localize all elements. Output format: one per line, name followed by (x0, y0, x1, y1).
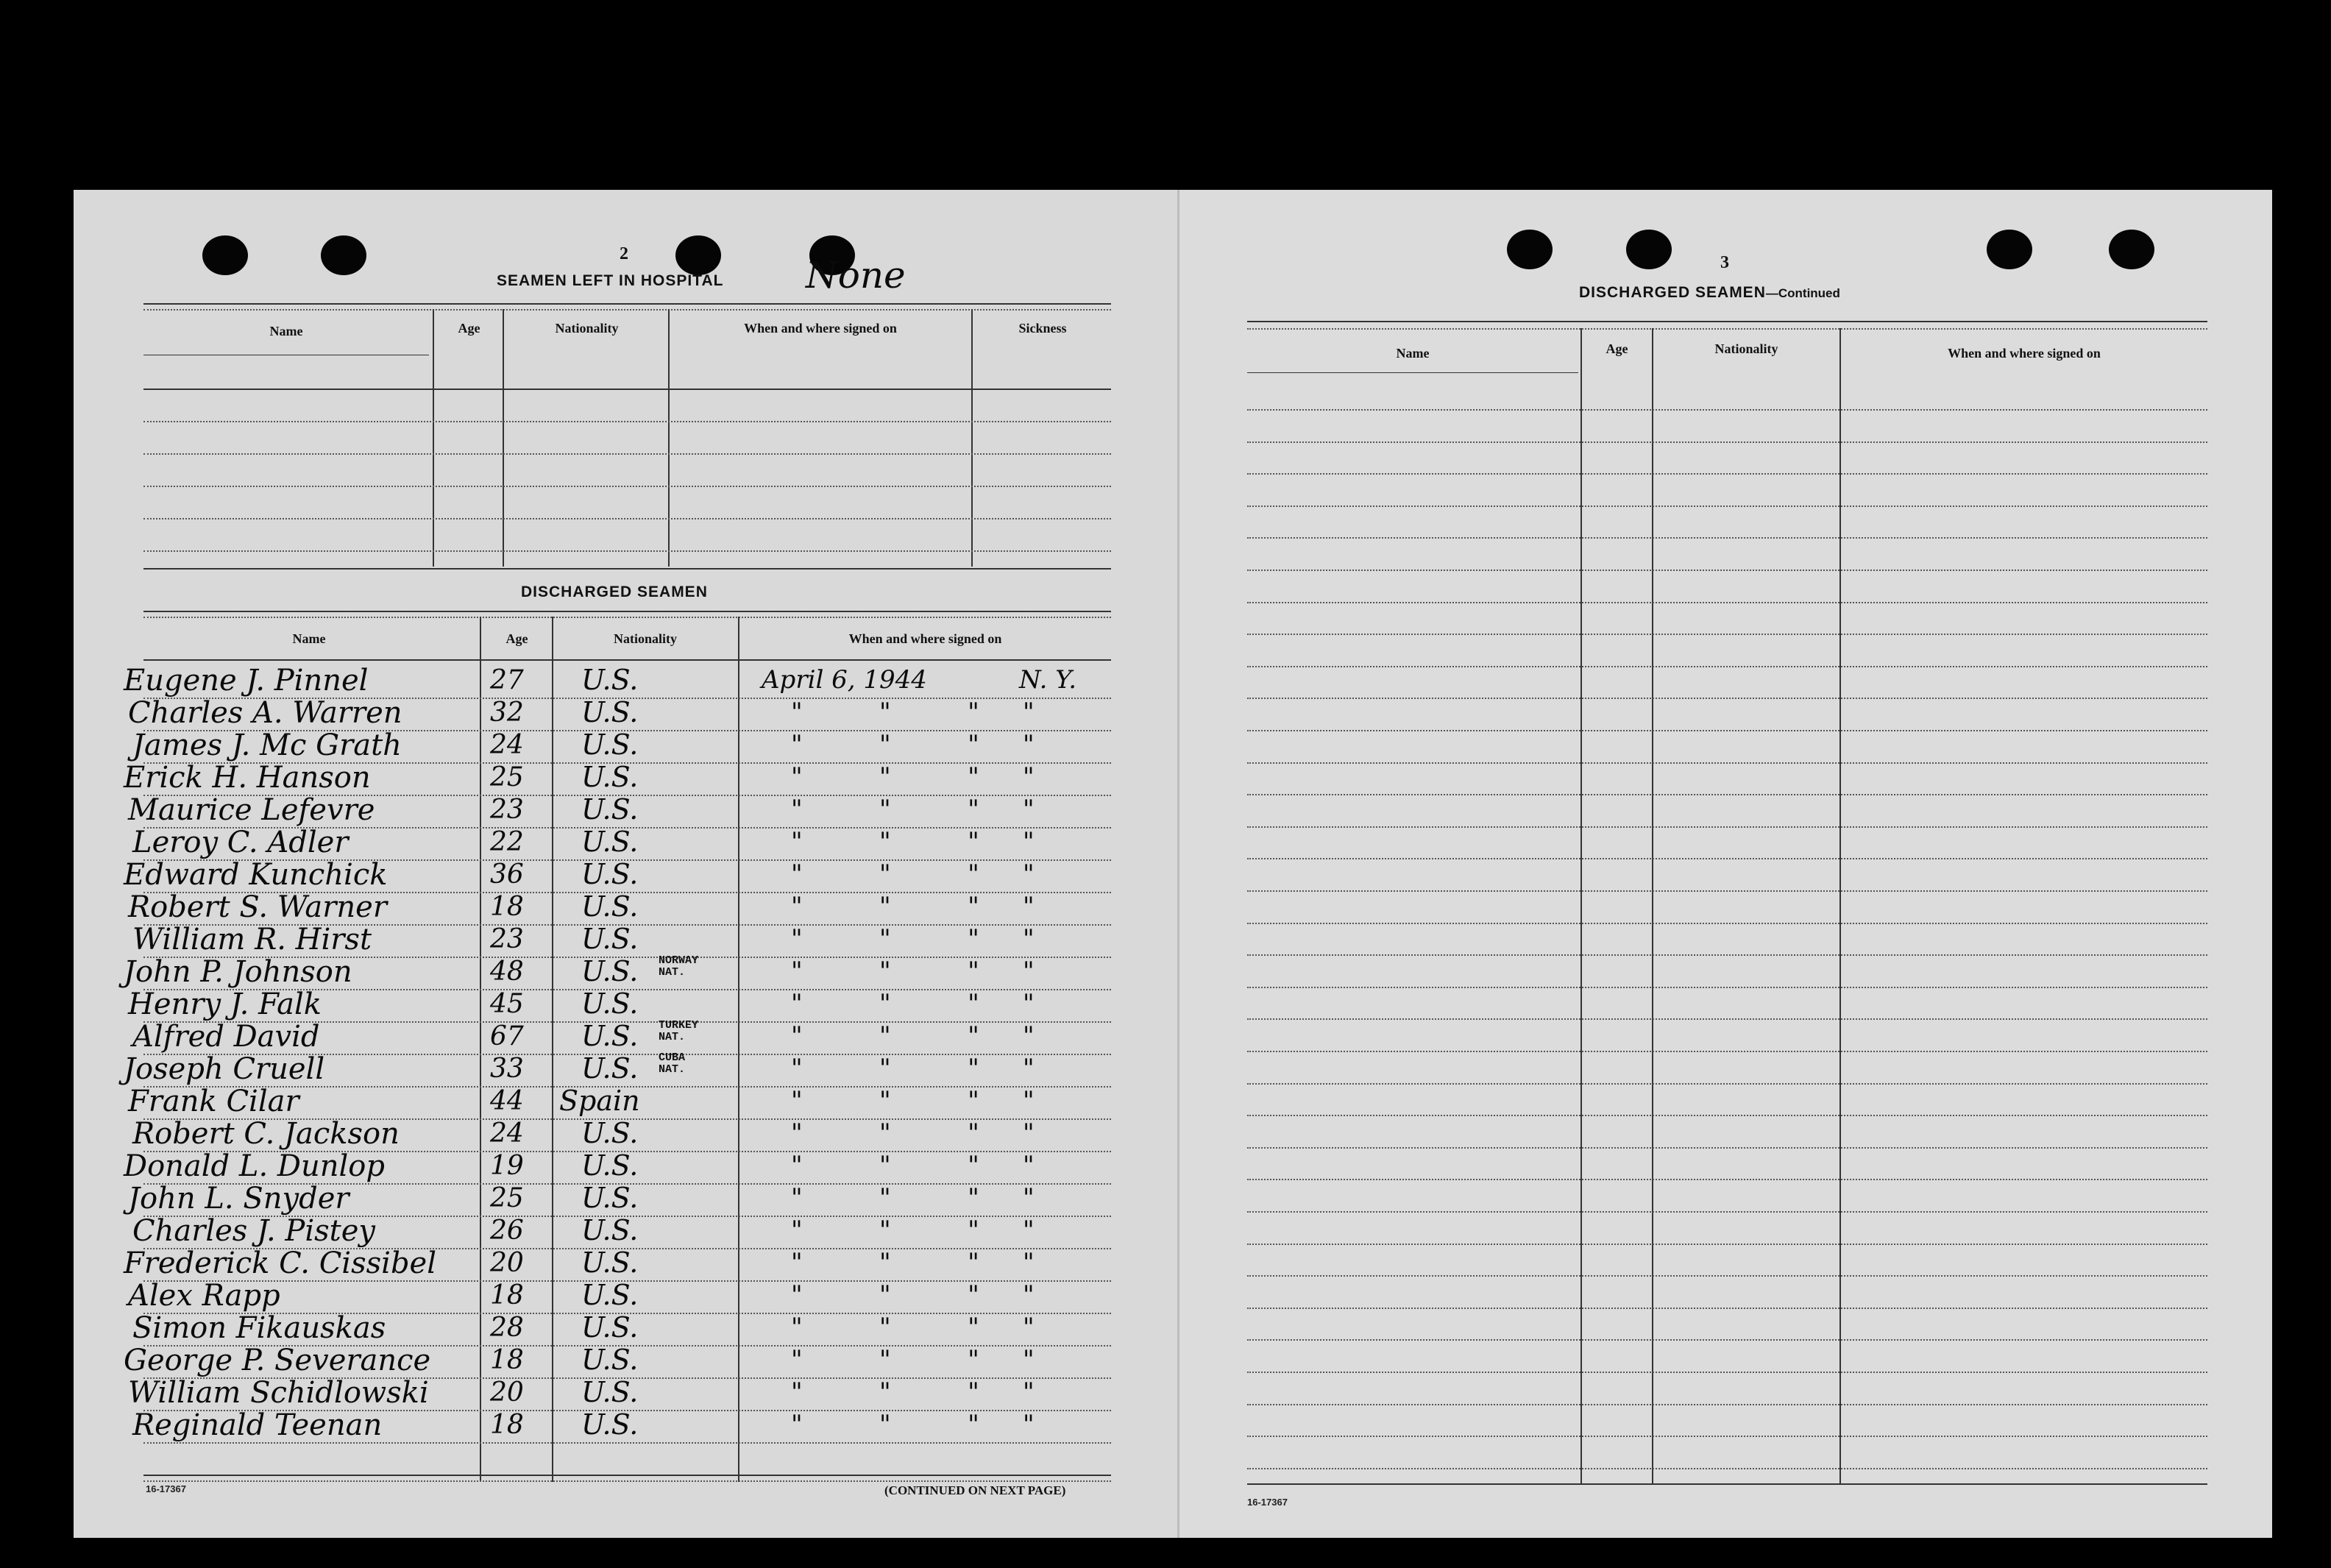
binder-hole (675, 235, 721, 275)
hospital-note: None (806, 254, 906, 297)
signed-on-place: " (1023, 1086, 1035, 1115)
right-row-rule (1247, 1244, 2207, 1245)
signed-on-place: " (1023, 989, 1035, 1018)
seaman-age: 32 (490, 698, 524, 728)
seaman-age: 26 (490, 1216, 524, 1246)
seaman-nationality: U.S. (581, 1020, 639, 1052)
hospital-title: SEAMEN LEFT IN HOSPITAL (497, 272, 724, 289)
hospital-col-age: Age (458, 321, 480, 336)
seaman-nationality: U.S. (581, 923, 639, 955)
seaman-age: 45 (490, 989, 524, 1019)
discharged-col-name: Name (292, 631, 326, 646)
right-row-rule (1247, 1147, 2207, 1149)
nationality-note: CUBA NAT. (659, 1051, 686, 1076)
right-row-rule (1247, 1468, 2207, 1469)
seaman-name: Robert S. Warner (128, 890, 387, 924)
signed-on-place: " (1023, 1216, 1035, 1245)
discharged-table-bottom-2 (143, 1480, 1111, 1482)
seaman-nationality: U.S. (581, 826, 639, 858)
right-col-signed-on: When and where signed on (1948, 346, 2101, 361)
signed-on-date-ditto: " " " (791, 1345, 993, 1374)
right-row-rule (1247, 826, 2207, 828)
signed-on-date-ditto: " " " (791, 859, 993, 889)
discharged-col-divider (738, 617, 739, 1482)
hospital-col-divider (503, 309, 504, 567)
signed-on-place: " (1023, 762, 1035, 792)
seaman-name: Frederick C. Cissibel (124, 1246, 437, 1280)
right-row-rule (1247, 698, 2207, 699)
right-row-rule (1247, 1339, 2207, 1341)
seaman-name: James J. Mc Grath (132, 728, 402, 762)
signed-on-date-ditto: " " " (791, 1410, 993, 1439)
right-row-rule (1247, 1436, 2207, 1437)
right-row-rule (1247, 987, 2207, 988)
seaman-name: Robert C. Jackson (132, 1117, 400, 1151)
signed-on-place: " (1023, 827, 1035, 856)
signed-on-place: " (1023, 957, 1035, 986)
signed-on-date-ditto: " " " (791, 989, 993, 1018)
right-title (1579, 284, 1840, 302)
discharged-col-signed-on: When and where signed on (848, 631, 1002, 646)
seaman-age: 25 (490, 1183, 524, 1213)
seaman-age: 48 (490, 957, 524, 987)
seaman-name: Henry J. Falk (128, 987, 322, 1021)
nationality-note: NORWAY NAT. (659, 954, 699, 979)
seaman-nationality: U.S. (581, 1246, 639, 1279)
hospital-row-rule (143, 421, 1111, 422)
right-col-age: Age (1606, 341, 1628, 356)
seaman-age: 23 (490, 924, 524, 954)
hospital-col-divider (433, 309, 434, 567)
signed-on-date-ditto: " " " (791, 1216, 993, 1245)
right-table-top-rule (1247, 321, 2207, 322)
signed-on-date-ditto: " " " (791, 1377, 993, 1407)
hospital-table-top-rule (143, 303, 1111, 305)
seaman-nationality: U.S. (581, 1149, 639, 1182)
right-table-bottom (1247, 1483, 2207, 1485)
discharged-col-divider (480, 617, 481, 1482)
seaman-nationality: U.S. (581, 1279, 639, 1311)
signed-on-date-ditto: " " " (791, 892, 993, 921)
seaman-name: John P. Johnson (124, 955, 352, 989)
signed-on-place: " (1023, 1151, 1035, 1180)
right-row-rule (1247, 1372, 2207, 1373)
signed-on-date-ditto: " " " (791, 1280, 993, 1310)
seaman-name: Maurice Lefevre (128, 793, 375, 827)
signed-on-date-ditto: " " " (791, 795, 993, 824)
signed-on-place: " (1023, 1021, 1035, 1051)
right-row-rule (1247, 923, 2207, 924)
signed-on-place: " (1023, 730, 1035, 759)
right-row-rule (1247, 505, 2207, 507)
seaman-name: Leroy C. Adler (132, 826, 349, 859)
seaman-nationality: U.S. (581, 761, 639, 793)
page-fold (1177, 190, 1179, 1538)
right-row-rule (1247, 1115, 2207, 1116)
signed-on-date-ditto: " " " (791, 762, 993, 792)
signed-on-place: " (1023, 859, 1035, 889)
seaman-nationality: Spain (559, 1085, 640, 1117)
discharged-table-top-rule-2 (143, 617, 1111, 618)
right-title-main: DISCHARGED SEAMEN (1579, 284, 1766, 301)
seaman-name: Frank Cilar (128, 1085, 299, 1118)
seaman-nationality: U.S. (581, 1344, 639, 1376)
binder-hole (321, 235, 366, 275)
seaman-age: 33 (490, 1054, 524, 1084)
seaman-name: Alex Rapp (128, 1279, 280, 1313)
signed-on-place: " (1023, 924, 1035, 954)
right-row-rule (1247, 602, 2207, 603)
seaman-age: 67 (490, 1021, 524, 1051)
right-row-rule (1247, 570, 2207, 571)
signed-on-place: " (1023, 1183, 1035, 1213)
binder-hole (202, 235, 248, 275)
hospital-row-rule (143, 486, 1111, 487)
right-row-rule (1247, 441, 2207, 443)
signed-on-place: " (1023, 1313, 1035, 1342)
right-row-rule (1247, 890, 2207, 892)
seaman-nationality: U.S. (581, 696, 639, 728)
signed-on-date-ditto: " " " (791, 957, 993, 986)
signed-on-place: " (1023, 698, 1035, 727)
seaman-nationality: U.S. (581, 1214, 639, 1246)
seaman-nationality: U.S. (581, 793, 639, 826)
hospital-table-top-rule-2 (143, 309, 1111, 311)
right-row-rule (1247, 954, 2207, 956)
seaman-name: William R. Hirst (132, 923, 372, 957)
seaman-age: 24 (490, 1118, 524, 1149)
seaman-age: 25 (490, 762, 524, 792)
right-col-divider (1839, 328, 1841, 1483)
signed-on-date-ditto: " " " (791, 1054, 993, 1083)
right-col-name: Name (1396, 346, 1430, 361)
seaman-name: George P. Severance (124, 1344, 431, 1377)
right-row-rule (1247, 473, 2207, 475)
seaman-age: 20 (490, 1377, 524, 1408)
seaman-nationality: U.S. (581, 1117, 639, 1149)
form-number-right: 16-17367 (1247, 1497, 1288, 1508)
signed-on-date: April 6, 1944 (762, 665, 927, 695)
seaman-name: Charles A. Warren (128, 696, 402, 730)
signed-on-date-ditto: " " " (791, 1118, 993, 1148)
seaman-name: William Schidlowski (128, 1376, 429, 1410)
right-title-suffix: —Continued (1765, 286, 1840, 300)
right-row-rule (1247, 730, 2207, 731)
right-row-rule (1247, 537, 2207, 539)
seaman-nationality: U.S. (581, 987, 639, 1020)
seaman-age: 18 (490, 1410, 524, 1440)
seaman-age: 36 (490, 859, 524, 890)
seaman-age: 19 (490, 1151, 524, 1181)
seaman-nationality: U.S. (581, 1376, 639, 1408)
signed-on-date-ditto: " " " (791, 1313, 993, 1342)
right-row-rule (1247, 794, 2207, 795)
hospital-col-name: Name (269, 324, 303, 338)
seaman-name: Erick H. Hanson (124, 761, 371, 795)
discharged-title: DISCHARGED SEAMEN (521, 583, 708, 600)
hospital-row-rule (143, 550, 1111, 552)
seaman-age: 27 (490, 665, 524, 695)
seaman-name: Alfred David (132, 1020, 320, 1054)
seaman-age: 20 (490, 1248, 524, 1278)
hospital-header-bottom (143, 389, 1111, 390)
right-col-divider (1652, 328, 1653, 1483)
page-number-right: 3 (1720, 253, 1729, 272)
right-row-rule (1247, 762, 2207, 764)
signed-on-place: " (1023, 1054, 1035, 1083)
signed-on-date-ditto: " " " (791, 827, 993, 856)
signed-on-date-ditto: " " " (791, 698, 993, 727)
discharged-col-age: Age (505, 631, 528, 646)
right-row-rule (1247, 858, 2207, 859)
signed-on-date-ditto: " " " (791, 1248, 993, 1277)
form-number: 16-17367 (146, 1483, 186, 1494)
signed-on-date-ditto: " " " (791, 924, 993, 954)
discharged-table-bottom (143, 1475, 1111, 1476)
right-row-rule (1247, 634, 2207, 635)
right-row-rule (1247, 1404, 2207, 1405)
signed-on-date-ditto: " " " (791, 1183, 993, 1213)
hospital-table-bottom (143, 568, 1111, 570)
seaman-name: Charles J. Pistey (132, 1214, 375, 1248)
binder-hole (1626, 230, 1672, 269)
signed-on-date-ditto: " " " (791, 1021, 993, 1051)
seaman-name: Joseph Cruell (124, 1052, 325, 1086)
signed-on-place: " (1023, 1118, 1035, 1148)
seaman-nationality: U.S. (581, 955, 639, 987)
right-row-rule (1247, 1211, 2207, 1213)
binder-hole (2109, 230, 2154, 269)
seaman-age: 18 (490, 1345, 524, 1375)
hospital-row-rule (143, 518, 1111, 519)
right-row-rule (1247, 1018, 2207, 1020)
right-name-underline (1247, 372, 1578, 373)
signed-on-date-ditto: " " " (791, 1086, 993, 1115)
signed-on-date-ditto: " " " (791, 730, 993, 759)
continued-label: (CONTINUED ON NEXT PAGE) (884, 1483, 1066, 1497)
right-row-rule (1247, 1179, 2207, 1180)
signed-on-place: " (1023, 1280, 1035, 1310)
signed-on-place: " (1023, 1410, 1035, 1439)
binder-hole (1987, 230, 2032, 269)
seaman-nationality: U.S. (581, 1408, 639, 1441)
discharged-table-top-rule (143, 611, 1111, 612)
seaman-nationality: U.S. (581, 664, 639, 696)
seaman-age: 23 (490, 795, 524, 825)
signed-on-place: " (1023, 1377, 1035, 1407)
hospital-col-nationality: Nationality (555, 321, 619, 336)
right-row-rule (1247, 1051, 2207, 1052)
seaman-nationality: U.S. (581, 858, 639, 890)
seaman-name: Donald L. Dunlop (124, 1149, 385, 1183)
seaman-age: 44 (490, 1086, 524, 1116)
seaman-name: Reginald Teenan (132, 1408, 383, 1442)
hospital-col-signed-on: When and where signed on (744, 321, 897, 336)
seaman-age: 18 (490, 892, 524, 922)
binder-hole (1507, 230, 1553, 269)
seaman-nationality: U.S. (581, 1182, 639, 1214)
seaman-name: Edward Kunchick (124, 858, 388, 892)
hospital-col-divider (971, 309, 973, 567)
hospital-col-divider (668, 309, 670, 567)
seaman-name: John L. Snyder (128, 1182, 350, 1216)
seaman-nationality: U.S. (581, 728, 639, 761)
seaman-age: 22 (490, 827, 524, 857)
discharged-col-divider (552, 617, 553, 1482)
right-row-rule (1247, 409, 2207, 411)
right-row-rule (1247, 666, 2207, 667)
discharged-header-bottom (143, 659, 1111, 661)
seaman-nationality: U.S. (581, 890, 639, 923)
signed-on-date-ditto: " " " (791, 1151, 993, 1180)
signed-on-place: " (1023, 892, 1035, 921)
signed-on-place: " (1023, 1248, 1035, 1277)
discharged-col-nationality: Nationality (613, 631, 677, 646)
right-page (1179, 190, 2272, 1538)
seaman-age: 24 (490, 730, 524, 760)
right-row-rule (1247, 1308, 2207, 1309)
page-number: 2 (620, 244, 628, 263)
right-table-top-rule-2 (1247, 328, 2207, 330)
right-col-divider (1580, 328, 1582, 1483)
right-row-rule (1247, 1083, 2207, 1085)
right-row-rule (1247, 1275, 2207, 1277)
signed-on-place: " (1023, 795, 1035, 824)
signed-on-place: N. Y. (1019, 665, 1077, 695)
seaman-nationality: U.S. (581, 1052, 639, 1085)
hospital-row-rule (143, 453, 1111, 455)
seaman-name: Simon Fikauskas (132, 1311, 386, 1345)
right-col-nationality: Nationality (1714, 341, 1778, 356)
nationality-note: TURKEY NAT. (659, 1019, 699, 1043)
seaman-age: 28 (490, 1313, 524, 1343)
seaman-age: 18 (490, 1280, 524, 1310)
hospital-col-sickness: Sickness (1018, 321, 1067, 336)
signed-on-place: " (1023, 1345, 1035, 1374)
seaman-name: Eugene J. Pinnel (124, 664, 369, 698)
seaman-nationality: U.S. (581, 1311, 639, 1344)
discharged-row-rule (143, 1442, 1111, 1444)
